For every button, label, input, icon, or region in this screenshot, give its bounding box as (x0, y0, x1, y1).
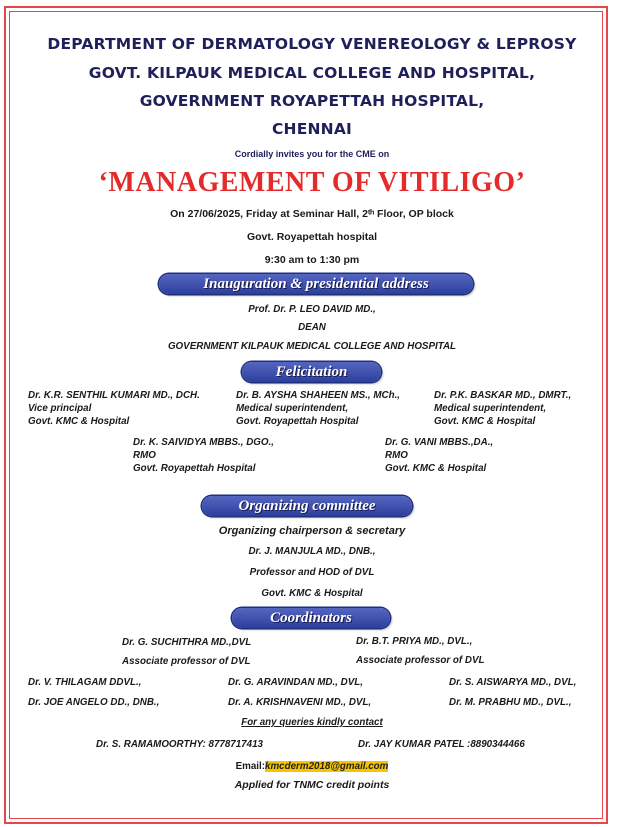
college-heading: GOVT. KILPAUK MEDICAL COLLEGE AND HOSPITAL, (88, 64, 536, 82)
contact-person-1: Dr. S. RAMAMOORTHY: 8778717413 (96, 739, 263, 750)
organizing-banner: Organizing committee (202, 496, 412, 516)
inauguration-role: DEAN (298, 322, 326, 333)
city-heading: CHENNAI (271, 120, 353, 138)
person-role: RMO (385, 450, 408, 461)
person-role: Associate professor of DVL (356, 655, 485, 666)
email-line (0, 761, 624, 772)
department-heading: DEPARTMENT OF DERMATOLOGY VENEREOLOGY & LEPROSY (47, 35, 577, 53)
person-name: Dr. B. AYSHA SHAHEEN MS., MCh., (236, 390, 401, 401)
person-name: Dr. B.T. PRIYA MD., DVL., (356, 636, 473, 647)
person-org: Govt. KMC & Hospital (28, 416, 130, 427)
coordinator-member: Dr. M. PRABHU MD., DVL., (449, 697, 572, 708)
coordinator-member: Dr. S. AISWARYA MD., DVL, (449, 677, 577, 688)
person-org: Govt. KMC & Hospital (385, 463, 487, 474)
event-time: 9:30 am to 1:30 pm (264, 254, 360, 266)
person-name: Dr. P.K. BASKAR MD., DMRT., (434, 390, 572, 401)
inauguration-name: Prof. Dr. P. LEO DAVID MD., (248, 304, 376, 315)
person-org: Govt. KMC & Hospital (434, 416, 536, 427)
person-org: Govt. Royapettah Hospital (133, 463, 256, 474)
contact-person-2: Dr. JAY KUMAR PATEL :8890344466 (358, 739, 525, 750)
event-venue: Govt. Royapettah hospital (246, 231, 378, 243)
person-name: Dr. G. VANI MBBS.,DA., (385, 437, 494, 448)
coordinator-member: Dr. A. KRISHNAVENI MD., DVL, (228, 697, 372, 708)
organizing-org: Govt. KMC & Hospital (261, 588, 363, 599)
felicitation-banner: Felicitation (242, 362, 381, 382)
hospital-heading: GOVERNMENT ROYAPETTAH HOSPITAL, (139, 92, 485, 110)
person-role: Vice principal (28, 403, 92, 414)
coordinator-member: Dr. G. ARAVINDAN MD., DVL, (228, 677, 363, 688)
email-label: Email: (235, 761, 266, 772)
person-role: Associate professor of DVL (122, 656, 251, 667)
organizing-name: Dr. J. MANJULA MD., DNB., (248, 546, 376, 557)
organizing-role: Professor and HOD of DVL (249, 567, 375, 578)
coordinator-member: Dr. V. THILAGAM DDVL., (28, 677, 142, 688)
person-org: Govt. Royapettah Hospital (236, 416, 359, 427)
coordinator-member: Dr. JOE ANGELO DD., DNB., (28, 697, 160, 708)
event-date: On 27/06/2025, Friday at Seminar Hall, 2ᵗʰ Floor, OP block (170, 208, 454, 220)
email-link[interactable]: kmcderm2018@gmail.com (265, 761, 389, 772)
inauguration-banner: Inauguration & presidential address (159, 274, 473, 294)
person-role: Medical superintendent, (236, 403, 349, 414)
person-name: Dr. K.R. SENTHIL KUMARI MD., DCH. (28, 390, 200, 401)
invite-line: Cordially invites you for the CME on (234, 149, 390, 159)
inauguration-org: GOVERNMENT KILPAUK MEDICAL COLLEGE AND HOSPITAL (167, 341, 457, 352)
contact-heading: For any queries kindly contact (241, 717, 383, 728)
coordinators-banner: Coordinators (232, 608, 390, 628)
person-role: Medical superintendent, (434, 403, 547, 414)
credits-note: Applied for TNMC credit points (234, 779, 390, 791)
event-title: ‘MANAGEMENT OF VITILIGO’ (98, 167, 526, 198)
person-name: Dr. G. SUCHITHRA MD.,DVL (122, 637, 252, 648)
organizing-role-title: Organizing chairperson & secretary (218, 525, 406, 537)
person-role: RMO (133, 450, 156, 461)
person-name: Dr. K. SAIVIDYA MBBS., DGO., (133, 437, 274, 448)
